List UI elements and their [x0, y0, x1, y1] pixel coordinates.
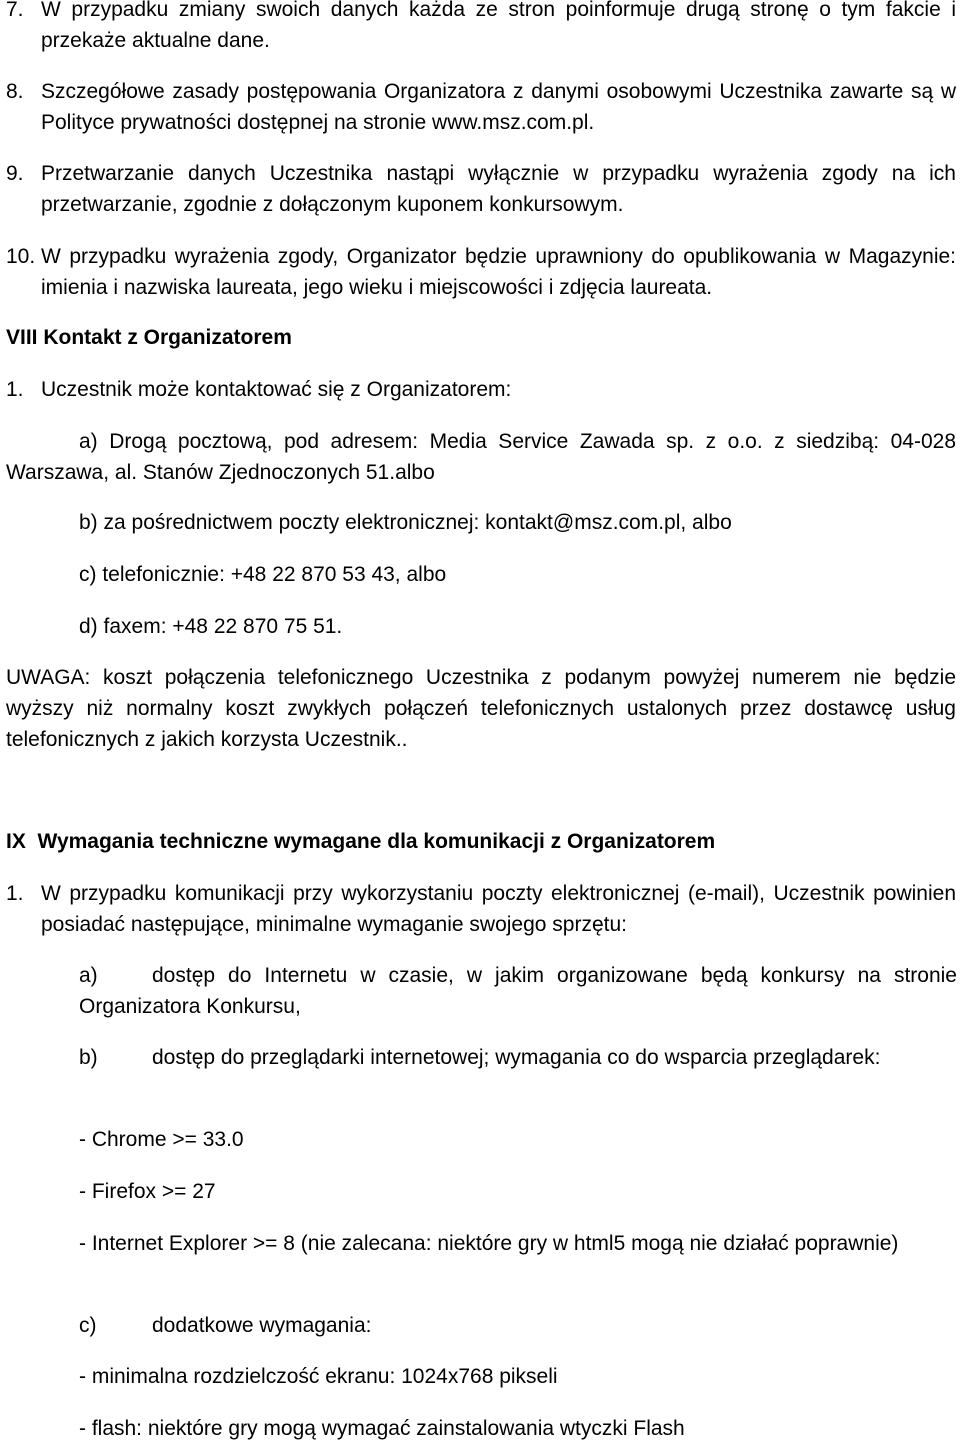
item-text: Szczegółowe zasady postępowania Organizatora z danymi osobowymi Uczestnika zawarte są w Polityce prywatności dostępnej na stronie www.msz.com.pl. — [41, 80, 956, 134]
item-text: W przypadku zmiany swoich danych każda ze stron poinformuje drugą stronę o tym fakcie i przekaże aktualne dane. — [41, 0, 956, 52]
requirement-label: c) — [79, 1314, 97, 1337]
extra-flash: - flash: niektóre gry mogą wymagać zainstalowania wtyczki Flash — [79, 1417, 685, 1440]
requirement-label: a) — [79, 964, 98, 987]
contact-postal: a) Drogą pocztową, pod adresem: Media Service Zawada sp. z o.o. z siedzibą: 04-028 Warszawa, al. Stanów Zjednoczonych 51.albo — [6, 430, 956, 484]
item-text: Przetwarzanie danych Uczestnika nastąpi wyłącznie w przypadku wyrażenia zgody na ich przetwarzanie, zgodnie z dołączonym kuponem konkursowym. — [41, 162, 956, 216]
item-number: 9. — [6, 162, 24, 185]
requirement-text: dostęp do przeglądarki internetowej; wymagania co do wsparcia przeglądarek: — [152, 1046, 881, 1069]
browser-firefox: - Firefox >= 27 — [79, 1180, 216, 1203]
list-item-10 — [6, 241, 956, 303]
item-text: Uczestnik może kontaktować się z Organizatorem: — [41, 378, 512, 401]
contact-phone: c) telefonicznie: +48 22 870 53 43, albo — [79, 563, 447, 586]
extra-resolution: - minimalna rozdzielczość ekranu: 1024x768 pikseli — [79, 1365, 558, 1388]
item-number: 1. — [6, 378, 24, 401]
section-heading-viii: VIII Kontakt z Organizatorem — [6, 326, 292, 349]
list-item-viii-1 — [6, 374, 956, 405]
item-number: 7. — [6, 0, 24, 21]
item-number: 1. — [6, 882, 24, 905]
browser-chrome: - Chrome >= 33.0 — [79, 1128, 244, 1151]
item-text: W przypadku komunikacji przy wykorzystaniu poczty elektronicznej (e-mail), Uczestnik powinien posiadać następujące, minimalne wymaganie swojego sprzętu: — [41, 882, 956, 936]
item-text: W przypadku wyrażenia zgody, Organizator będzie uprawniony do opublikowania w Magazynie: imienia i nazwiska laureata, jego wieku i miejscowości i zdjęcia laureata. — [41, 245, 956, 299]
browser-ie: - Internet Explorer >= 8 (nie zalecana: niektóre gry w html5 mogą nie działać poprawnie) — [79, 1232, 899, 1255]
list-item-8 — [6, 76, 956, 138]
requirement-b — [79, 1042, 957, 1073]
requirement-c — [79, 1310, 957, 1341]
requirement-text: dodatkowe wymagania: — [152, 1314, 372, 1337]
list-item-ix-1 — [6, 878, 956, 940]
notice-paragraph: UWAGA: koszt połączenia telefonicznego Uczestnika z podanym powyżej numerem nie będzie wyższy niż normalny koszt zwykłych połączeń telefonicznych ustalonych przez dostawcę usług telefonicznych z jakich korzysta Uczestnik.. — [6, 666, 956, 751]
requirement-label: b) — [79, 1046, 98, 1069]
requirement-text: dostęp do Internetu w czasie, w jakim organizowane będą konkursy na stronie Organizatora Konkursu, — [79, 964, 957, 1018]
contact-fax: d) faxem: +48 22 870 75 51. — [79, 615, 343, 638]
section-heading-ix: IX Wymagania techniczne wymagane dla komunikacji z Organizatorem — [6, 830, 716, 853]
list-item-7 — [6, 0, 956, 56]
list-item-9 — [6, 158, 956, 220]
contact-email: b) za pośrednictwem poczty elektronicznej: kontakt@msz.com.pl, albo — [79, 511, 732, 534]
item-number: 10. — [6, 245, 36, 268]
requirement-a — [79, 960, 957, 1022]
item-number: 8. — [6, 80, 24, 103]
